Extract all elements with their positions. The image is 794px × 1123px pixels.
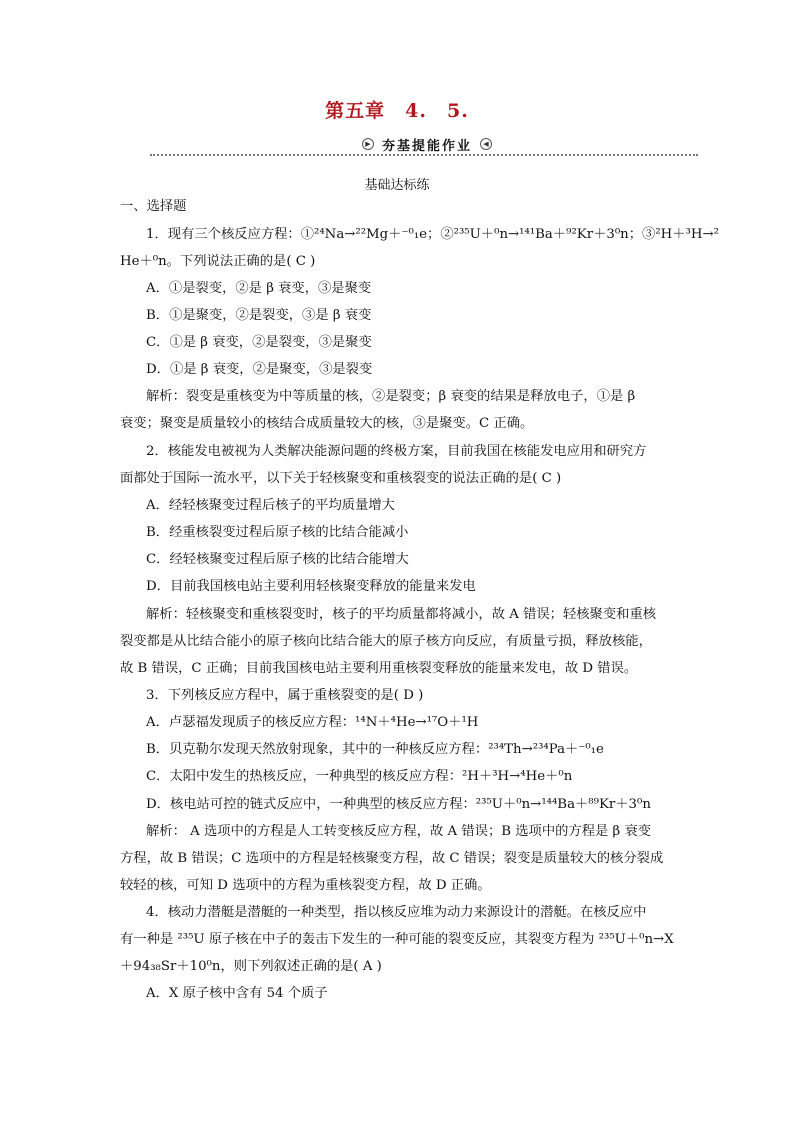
text-line-q4a: 4．核动力潜艇是潜艇的一种类型，指以核反应堆为动力来源设计的潜艇。在核反应中 — [146, 905, 647, 920]
text-line-q4b: 有一种是 ²³⁵U 原子核在中子的轰击下发生的一种可能的裂变反应，其裂变方程为 ²³⁵U＋⁰n→X — [120, 932, 674, 947]
text-line-q1C: C．①是 β 衰变，②是裂变，③是聚变 — [146, 335, 372, 350]
part-heading: 一、选择题 — [120, 199, 187, 214]
text-line-q2D: D．目前我国核电站主要利用轻核聚变释放的能量来发电 — [146, 579, 476, 594]
text-line-a2a: 解析：轻核聚变和重核裂变时，核子的平均质量都将减小，故 A 错误；轻核聚变和重核 — [146, 607, 657, 622]
text-line-q4c: ＋94₃₈Sr＋10⁰n，则下列叙述正确的是( A ) — [120, 959, 382, 974]
text-line-q1a: 1．现有三个核反应方程：①²⁴Na→²²Mg＋⁻⁰₁e；②²³⁵U＋⁰n→¹⁴¹Ba＋⁹²Kr＋3⁰n；③²H＋³H→² — [146, 227, 719, 242]
text-line-q2B: B．经重核裂变过程后原子核的比结合能减小 — [146, 525, 409, 540]
text-line-a2b: 裂变都是从比结合能小的原子核向比结合能大的原子核方向反应，有质量亏损，释放核能， — [120, 634, 652, 649]
text-line-q1D: D．①是 β 衰变，②是聚变，③是裂变 — [146, 362, 373, 377]
text-line-q1b: He＋⁰n。下列说法正确的是( C ) — [120, 254, 316, 269]
text-line-q1A: A．①是裂变，②是 β 衰变，③是聚变 — [146, 281, 372, 296]
text-line-q2b: 面都处于国际一流水平，以下关于轻核聚变和重核裂变的说法正确的是( C ) — [120, 471, 562, 486]
text-line-a1b: 衰变；聚变是质量较小的核结合成质量较大的核，③是聚变。C 正确。 — [120, 416, 534, 431]
text-line-q3B: B．贝克勒尔发现天然放射现象，其中的一种核反应方程：²³⁴Th→²³⁴Pa＋⁻⁰₁e — [146, 742, 604, 757]
banner-text: 夯基提能作业 — [381, 138, 472, 154]
text-line-a3b: 方程，故 B 错误；C 选项中的方程是轻核聚变方程，故 C 错误；裂变是质量较大的核分裂成 — [120, 851, 664, 866]
text-line-a3a: 解析： A 选项中的方程是人工转变核反应方程，故 A 错误；B 选项中的方程是 β 衰变 — [146, 824, 652, 839]
dotted-divider — [150, 154, 698, 156]
text-line-q3D: D．核电站可控的链式反应中，一种典型的核反应方程：²³⁵U＋⁰n→¹⁴⁴Ba＋⁸⁹Kr＋3⁰n — [146, 797, 651, 812]
text-line-q2a: 2．核能发电被视为人类解决能源问题的终极方案，目前我国在核能发电应用和研究方 — [146, 444, 647, 459]
text-line-q3A: A．卢瑟福发现质子的核反应方程：¹⁴N＋⁴He→¹⁷O＋¹H — [146, 715, 479, 730]
text-line-q2C: C．经轻核聚变过程后原子核的比结合能增大 — [146, 552, 409, 567]
text-line-a2c: 故 B 错误，C 正确；目前我国核电站主要利用重核裂变释放的能量来发电，故 D 错误。 — [120, 661, 638, 676]
text-line-q1B: B．①是聚变，②是裂变，③是 β 衰变 — [146, 308, 372, 323]
text-line-q3: 3．下列核反应方程中，属于重核裂变的是( D ) — [146, 688, 424, 703]
text-line-q3C: C．太阳中发生的热核反应，一种典型的核反应方程：²H＋³H→⁴He＋⁰n — [146, 769, 573, 784]
banner — [0, 134, 794, 154]
play-right-icon: ▶ — [362, 138, 374, 150]
page-title: 第五章 4. 5. — [325, 100, 469, 122]
text-line-a1a: 解析：裂变是重核变为中等质量的核，②是裂变；β 衰变的结果是释放电子，①是 β — [146, 389, 636, 404]
text-line-q2A: A．经轻核聚变过程后核子的平均质量增大 — [146, 498, 395, 513]
section-title: 基础达标练 — [364, 178, 430, 193]
play-left-icon: ◀ — [480, 138, 492, 150]
text-line-a3c: 较轻的核，可知 D 选项中的方程为重核裂变方程，故 D 正确。 — [120, 878, 491, 893]
text-line-q4A: A．X 原子核中含有 54 个质子 — [146, 986, 328, 1001]
